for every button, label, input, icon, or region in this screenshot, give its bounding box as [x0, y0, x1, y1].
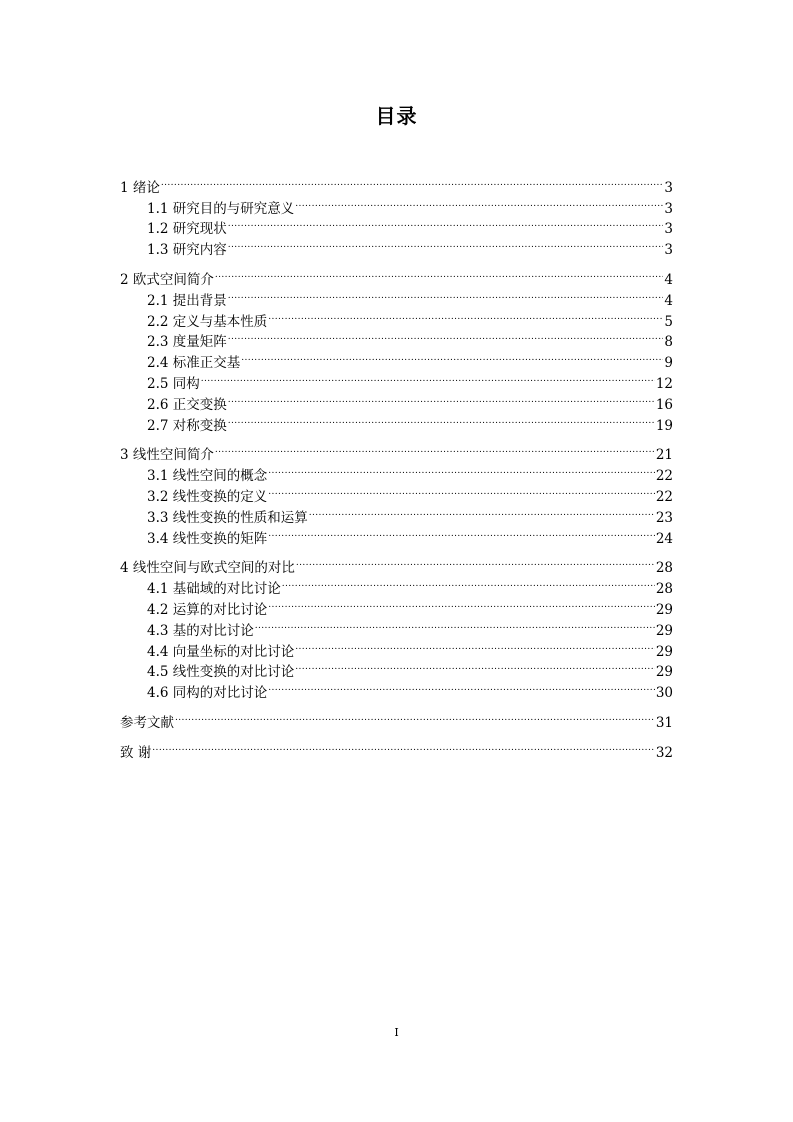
toc-entry-label: 4.3 基的对比讨论 — [147, 622, 254, 639]
toc-entry-page: 28 — [655, 560, 673, 577]
dot-leader — [268, 480, 655, 501]
toc-entry-label: 参考文献 — [120, 714, 174, 731]
dot-leader — [152, 736, 655, 757]
dot-leader — [268, 305, 663, 326]
toc-entry-page: 29 — [655, 601, 673, 618]
dot-leader — [295, 192, 663, 213]
toc-entry[interactable] — [120, 736, 673, 761]
toc-entry[interactable] — [120, 171, 673, 196]
toc-entry-page: 5 — [664, 313, 673, 330]
toc-entry-page: 3 — [664, 200, 673, 217]
dot-leader — [161, 171, 664, 192]
page-number: I — [394, 1026, 399, 1039]
page-title: 目录 — [375, 104, 418, 128]
toc-entry-label: 4.2 运算的对比讨论 — [147, 601, 268, 618]
table-of-contents — [120, 171, 673, 766]
toc-entry-page: 21 — [655, 447, 673, 464]
dot-leader — [309, 501, 655, 522]
toc-entry-page: 19 — [655, 417, 673, 434]
toc-entry[interactable] — [120, 439, 673, 464]
toc-entry-page: 30 — [655, 685, 673, 702]
dot-leader — [228, 326, 664, 347]
dot-leader — [268, 459, 655, 480]
dot-leader — [215, 263, 664, 284]
dot-leader — [296, 552, 655, 573]
toc-entry-page: 4 — [664, 271, 673, 288]
toc-entry[interactable] — [120, 706, 673, 731]
toc-entry-label: 4.4 向量坐标的对比讨论 — [147, 643, 295, 660]
toc-section — [120, 706, 673, 731]
toc-entry-label: 2.2 定义与基本性质 — [147, 313, 268, 330]
toc-entry-page: 16 — [655, 396, 673, 413]
dot-leader — [228, 213, 664, 234]
toc-entry-page: 29 — [655, 664, 673, 681]
toc-entry[interactable] — [120, 263, 673, 288]
toc-entry-page: 22 — [655, 468, 673, 485]
toc-entry-page: 3 — [664, 242, 673, 259]
toc-entry-label: 4.6 同构的对比讨论 — [147, 685, 268, 702]
dot-leader — [241, 346, 663, 367]
toc-entry-page: 29 — [655, 622, 673, 639]
toc-entry-label: 3.3 线性变换的性质和运算 — [147, 509, 308, 526]
toc-entry-label: 2.3 度量矩阵 — [147, 334, 227, 351]
toc-entry-page: 3 — [664, 179, 673, 196]
toc-entry[interactable] — [120, 552, 673, 577]
toc-entry-label: 3 线性空间简介 — [120, 447, 214, 464]
toc-entry-page: 12 — [655, 375, 673, 392]
toc-entry-label: 2.7 对称变换 — [147, 417, 227, 434]
dot-leader — [268, 676, 655, 697]
toc-section — [120, 439, 673, 547]
toc-entry-page: 4 — [664, 292, 673, 309]
toc-section — [120, 736, 673, 761]
toc-entry-label: 4 线性空间与欧式空间的对比 — [120, 560, 295, 577]
dot-leader — [228, 284, 664, 305]
toc-entry-page: 28 — [655, 581, 673, 598]
toc-entry-label: 3.1 线性空间的概念 — [147, 468, 268, 485]
dot-leader — [228, 388, 655, 409]
toc-entry-label: 2.4 标准正交基 — [147, 355, 241, 372]
toc-entry-label: 1.1 研究目的与研究意义 — [147, 200, 295, 217]
toc-entry-label: 3.2 线性变换的定义 — [147, 488, 268, 505]
toc-subentry[interactable] — [120, 367, 673, 392]
toc-entry-label: 2.5 同构 — [147, 375, 200, 392]
dot-leader — [295, 635, 655, 656]
toc-entry-label: 3.4 线性变换的矩阵 — [147, 530, 268, 547]
toc-entry-label: 4.1 基础域的对比讨论 — [147, 581, 281, 598]
toc-section — [120, 552, 673, 702]
toc-entry-label: 2 欧式空间简介 — [120, 271, 214, 288]
dot-leader — [215, 439, 655, 460]
toc-entry-page: 22 — [655, 488, 673, 505]
toc-entry-page: 9 — [664, 355, 673, 372]
toc-entry-page: 24 — [655, 530, 673, 547]
dot-leader — [201, 367, 655, 388]
toc-entry-page: 23 — [655, 509, 673, 526]
toc-entry-label: 1.3 研究内容 — [147, 242, 227, 259]
dot-leader — [255, 614, 655, 635]
toc-section — [120, 263, 673, 434]
toc-entry-label: 1.2 研究现状 — [147, 221, 227, 238]
toc-entry-page: 3 — [664, 221, 673, 238]
toc-entry-page: 32 — [655, 744, 673, 761]
toc-entry-label: 4.5 线性变换的对比讨论 — [147, 664, 295, 681]
dot-leader — [282, 572, 655, 593]
dot-leader — [228, 409, 655, 430]
toc-entry-label: 1 绪论 — [120, 179, 160, 196]
dot-leader — [268, 522, 655, 543]
toc-entry-page: 8 — [664, 334, 673, 351]
toc-entry-label: 2.6 正交变换 — [147, 396, 227, 413]
dot-leader — [175, 706, 655, 727]
toc-entry-label: 2.1 提出背景 — [147, 292, 227, 309]
toc-entry-page: 29 — [655, 643, 673, 660]
dot-leader — [295, 656, 655, 677]
toc-entry-label: 致 谢 — [120, 744, 152, 761]
dot-leader — [228, 233, 664, 254]
toc-entry-page: 31 — [655, 714, 673, 731]
toc-subentry[interactable] — [120, 192, 673, 217]
dot-leader — [268, 593, 655, 614]
toc-section — [120, 171, 673, 259]
toc-subentry[interactable] — [120, 388, 673, 413]
